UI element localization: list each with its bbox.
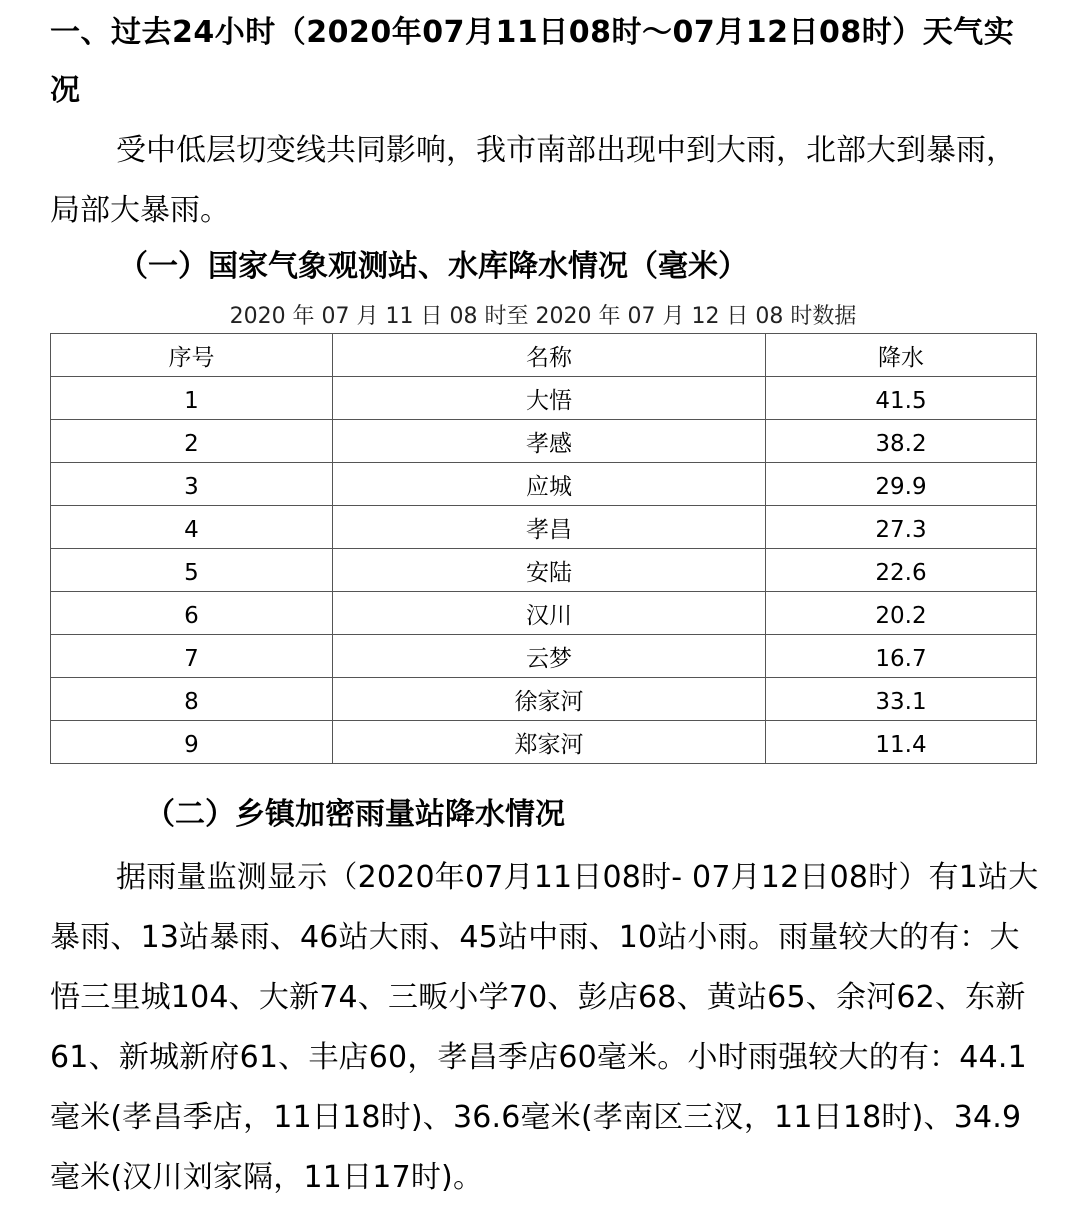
table-header-row [51, 334, 1037, 377]
rainfall-cell: 33.1 [766, 678, 1037, 721]
rainfall-cell: 29.9 [766, 463, 1037, 506]
station-name-cell: 云梦 [333, 635, 766, 678]
station-name-cell: 郑家河 [333, 721, 766, 764]
table-row [51, 377, 1037, 420]
column-header-rain: 降水 [766, 334, 1037, 377]
table-row [51, 592, 1037, 635]
station-name-cell: 徐家河 [333, 678, 766, 721]
seq-cell: 9 [51, 721, 333, 764]
rainfall-cell: 11.4 [766, 721, 1037, 764]
rainfall-table [50, 333, 1037, 764]
table-row [51, 721, 1037, 764]
rainfall-cell: 27.3 [766, 506, 1037, 549]
station-name-cell: 汉川 [333, 592, 766, 635]
rainfall-cell: 22.6 [766, 549, 1037, 592]
township-rainfall-heading: （二）乡镇加密雨量站降水情况 [145, 797, 565, 832]
station-name-cell: 安陆 [333, 549, 766, 592]
seq-cell: 8 [51, 678, 333, 721]
seq-cell: 5 [51, 549, 333, 592]
seq-cell: 7 [51, 635, 333, 678]
intro-paragraph: 受中低层切变线共同影响，我市南部出现中到大雨，北部大到暴雨，局部大暴雨。 [50, 133, 1016, 228]
table-row [51, 506, 1037, 549]
table-caption: 2020 年 07 月 11 日 08 时至 2020 年 07 月 12 日 08 时数据 [229, 304, 857, 329]
rainfall-cell: 41.5 [766, 377, 1037, 420]
township-rainfall-paragraph: 据雨量监测显示（2020年07月11日08时- 07月12日08时）有1站大暴雨、13站暴雨、46站大雨、45站中雨、10站小雨。雨量较大的有：大悟三里城104、大新74、三畈小学70、彭店68、黄站65、余河62、东新61、新城新府61、丰店60，孝昌季店60毫米。小时雨强较大的有：44.1毫米(孝昌季店，11日18时)、36.6毫米(孝南区三汊，11日18时)、34.9毫米(汉川刘家隔，11日17时)。 [50, 860, 1039, 1195]
column-header-name: 名称 [333, 334, 766, 377]
seq-cell: 3 [51, 463, 333, 506]
table-row [51, 420, 1037, 463]
station-name-cell: 大悟 [333, 377, 766, 420]
rainfall-cell: 38.2 [766, 420, 1037, 463]
table-row [51, 463, 1037, 506]
station-rainfall-heading: （一）国家气象观测站、水库降水情况（毫米） [118, 249, 748, 284]
station-name-cell: 应城 [333, 463, 766, 506]
column-header-seq: 序号 [51, 334, 333, 377]
seq-cell: 4 [51, 506, 333, 549]
section-heading: 一、过去24小时（2020年07月11日08时～07月12日08时）天气实况 [50, 15, 1015, 108]
table-row [51, 549, 1037, 592]
station-name-cell: 孝昌 [333, 506, 766, 549]
seq-cell: 6 [51, 592, 333, 635]
table-row [51, 635, 1037, 678]
seq-cell: 1 [51, 377, 333, 420]
seq-cell: 2 [51, 420, 333, 463]
station-name-cell: 孝感 [333, 420, 766, 463]
rainfall-cell: 20.2 [766, 592, 1037, 635]
table-row [51, 678, 1037, 721]
rainfall-cell: 16.7 [766, 635, 1037, 678]
